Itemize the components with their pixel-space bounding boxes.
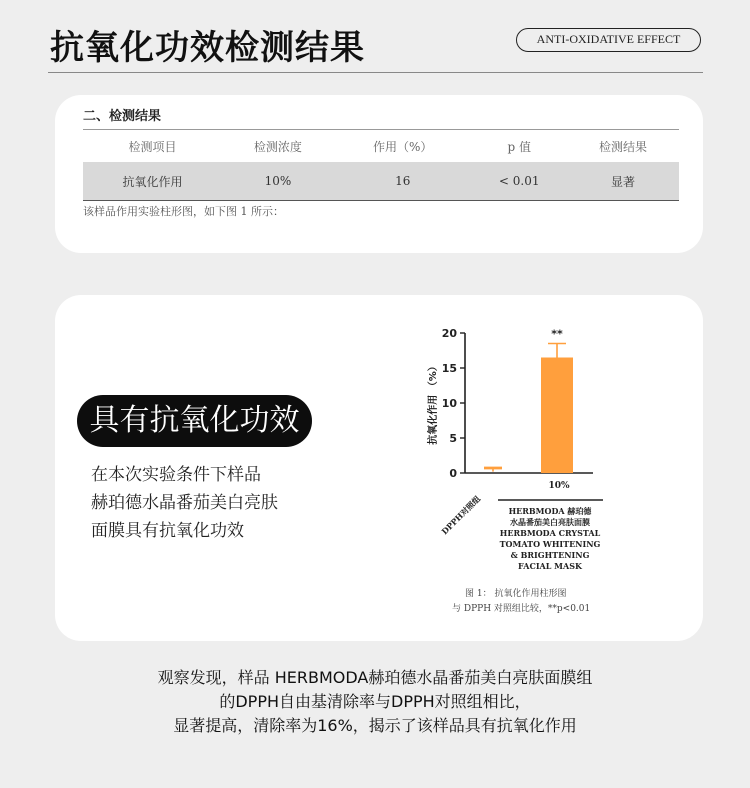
column-header: 检测结果 — [567, 130, 679, 163]
significance-marker: ** — [551, 327, 563, 341]
x-tick-label: HERBMODA 赫珀德 — [508, 506, 592, 516]
column-header: 作用（%） — [334, 130, 472, 163]
y-tick-label: 5 — [449, 432, 457, 445]
table-note: 该样品作用实验柱形图，如下图 1 所示： — [83, 205, 284, 218]
table-cell: < 0.01 — [472, 162, 567, 201]
data-bar — [541, 358, 573, 474]
y-tick-label: 0 — [449, 467, 457, 480]
results-table — [83, 129, 679, 201]
column-header: p 值 — [472, 130, 567, 163]
x-tick-label: HERBMODA CRYSTAL — [499, 528, 601, 538]
y-axis-label: 抗氧化作用 （%） — [428, 361, 439, 445]
effect-badge: 具有抗氧化功效 — [77, 395, 312, 447]
chart-caption-title: 图 1： 抗氧化作用柱形图 — [465, 589, 567, 599]
table-header-row — [83, 130, 679, 163]
page-title: 抗氧化功效检测结果 — [50, 28, 365, 68]
table-row — [83, 162, 679, 201]
conclusion-line: 显著提高，清除率为16%，揭示了该样品具有抗氧化作用 — [173, 716, 577, 735]
table-cell: 抗氧化作用 — [83, 162, 222, 201]
x-tick-label: & BRIGHTENING — [510, 550, 590, 560]
table-cell: 10% — [222, 162, 334, 201]
results-card — [55, 95, 703, 253]
header-divider — [48, 72, 703, 73]
column-header: 检测项目 — [83, 130, 222, 163]
description-line: 面膜具有抗氧化功效 — [91, 521, 244, 541]
description-line: 在本次实验条件下样品 — [91, 465, 261, 485]
y-tick-label: 15 — [441, 362, 457, 375]
conclusion-line: 的DPPH自由基清除率与DPPH对照组相比， — [219, 692, 531, 711]
description-line: 赫珀德水晶番茄美白亮肤 — [91, 493, 278, 513]
column-header: 检测浓度 — [222, 130, 334, 163]
bar-label: 10% — [548, 481, 570, 491]
x-tick-label: FACIAL MASK — [518, 561, 582, 571]
conclusion-text — [0, 666, 750, 738]
effect-card — [55, 295, 703, 641]
y-tick-label: 10 — [441, 397, 457, 410]
x-tick-label: TOMATO WHITENING — [499, 539, 601, 549]
results-section-title: 二、检测结果 — [83, 109, 162, 124]
chart-caption-note: 与 DPPH 对照组比较，**p<0.01 — [452, 604, 591, 614]
y-tick-label: 20 — [441, 327, 457, 340]
table-cell: 16 — [334, 162, 472, 201]
section-tag: ANTI-OXIDATIVE EFFECT — [516, 28, 701, 52]
conclusion-line: 观察发现，样品 HERBMODA赫珀德水晶番茄美白亮肤面膜组 — [157, 668, 593, 687]
x-tick-label: DPPH对照组 — [439, 493, 483, 537]
x-tick-label: 水晶番茄美白亮肤面膜 — [510, 517, 590, 527]
table-cell: 显著 — [567, 162, 679, 201]
